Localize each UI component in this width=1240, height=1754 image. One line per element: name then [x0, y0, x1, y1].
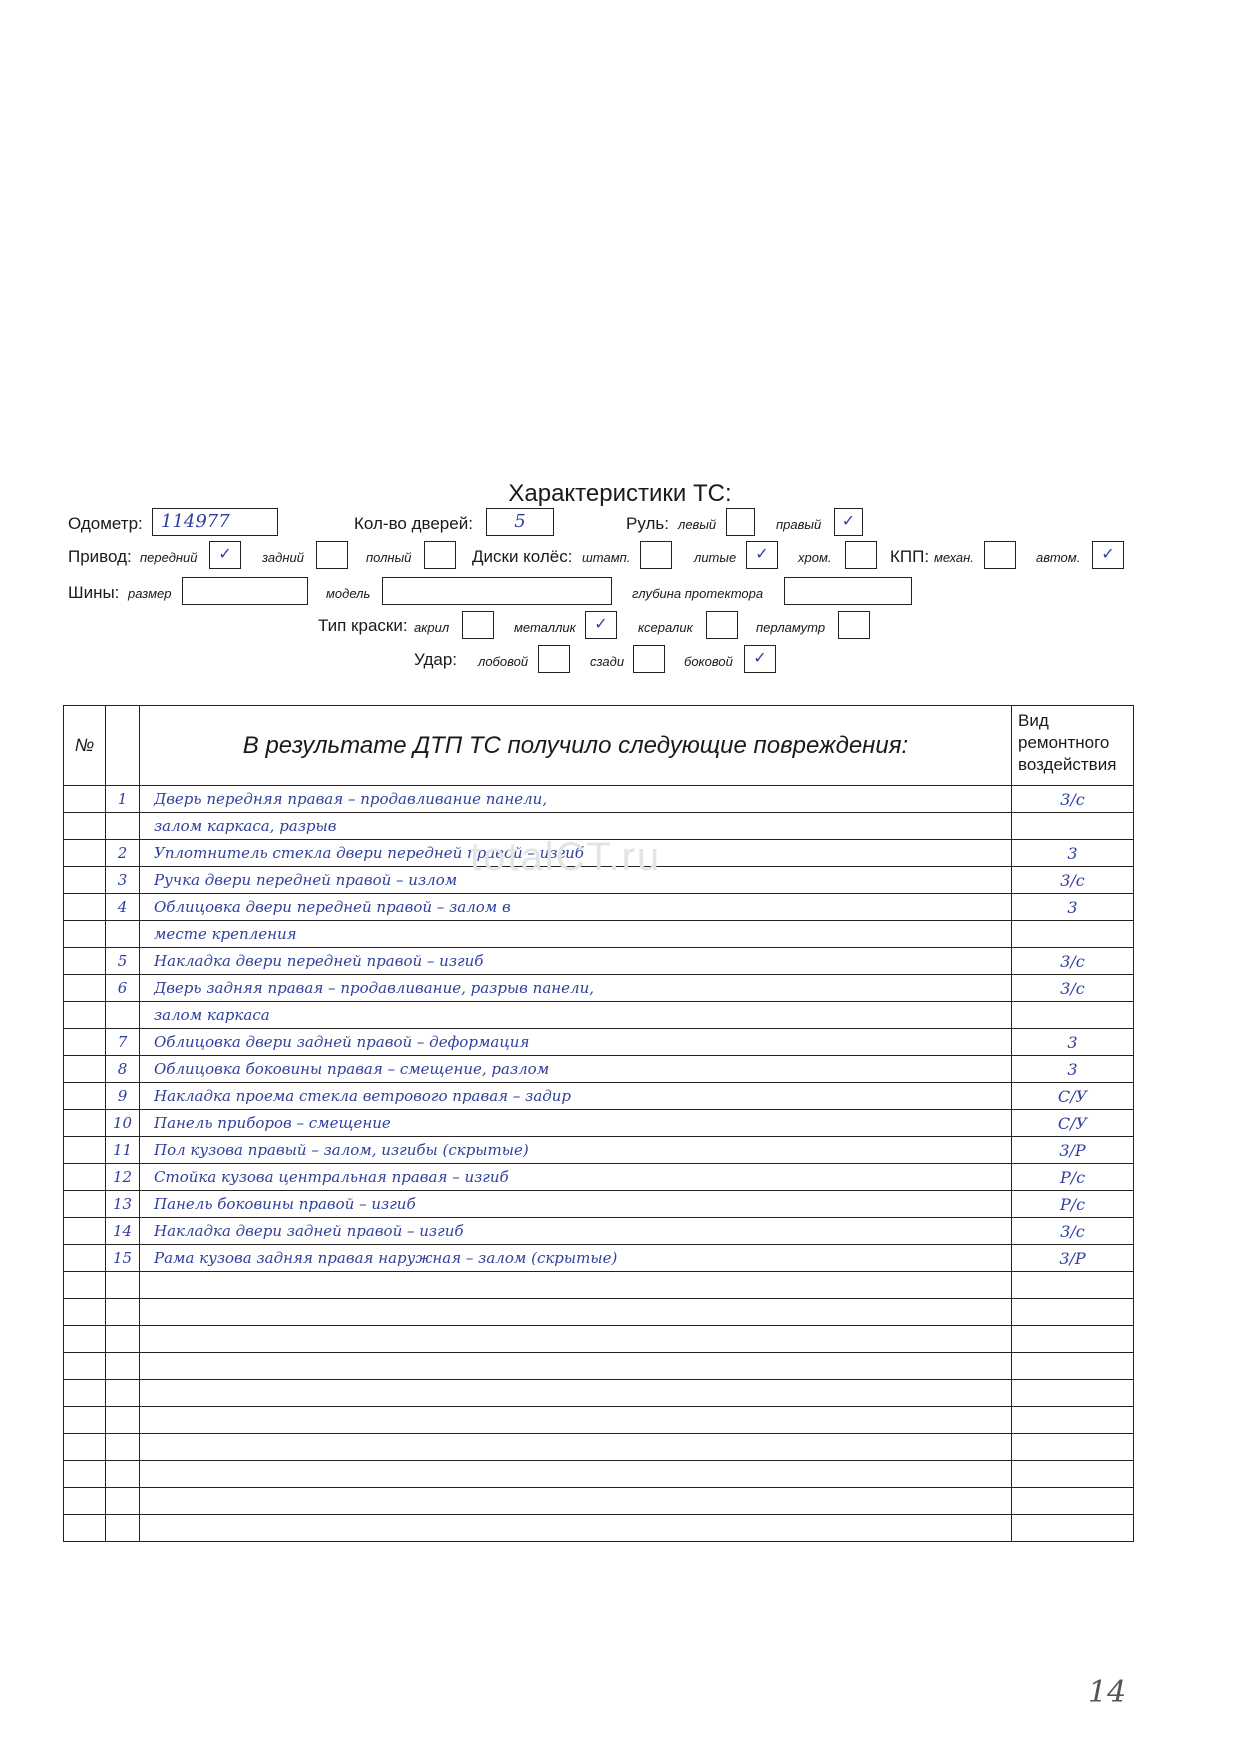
col-vid-line-1: Вид	[1018, 711, 1049, 730]
row-number: 9	[106, 1083, 140, 1110]
row-repair-type: P/c	[1012, 1164, 1134, 1191]
impact-front-label: лобовой	[478, 654, 529, 669]
tires-size-field[interactable]	[182, 577, 308, 605]
row-number	[106, 1002, 140, 1029]
table-row-empty	[64, 1515, 1134, 1542]
row-empty-cell	[64, 975, 106, 1002]
empty-cell	[106, 1488, 140, 1515]
col-damage-header: В результате ДТП ТС получило следующие повреждения:	[140, 706, 1012, 786]
row-empty-cell	[64, 1191, 106, 1218]
empty-cell	[1012, 1353, 1134, 1380]
row-repair-type: 3/P	[1012, 1245, 1134, 1272]
gearbox-auto-checkbox[interactable]: ✓	[1092, 541, 1124, 569]
row-repair-type: P/c	[1012, 1191, 1134, 1218]
col-vid-line-3: воздействия	[1018, 755, 1117, 774]
row-number	[106, 813, 140, 840]
drive-front-checkbox[interactable]: ✓	[209, 541, 241, 569]
table-row	[64, 1137, 1134, 1164]
paint-pearl-label: перламутр	[756, 620, 826, 635]
row-empty-cell	[64, 1083, 106, 1110]
empty-cell	[64, 1434, 106, 1461]
row-repair-type: 3/c	[1012, 1218, 1134, 1245]
row-empty-cell	[64, 786, 106, 813]
row-damage-text: Панель приборов – смещение	[140, 1110, 1012, 1137]
wheels-chrome-checkbox[interactable]	[845, 541, 877, 569]
empty-cell	[64, 1272, 106, 1299]
drive-full-checkbox[interactable]	[424, 541, 456, 569]
empty-cell	[140, 1407, 1012, 1434]
row-damage-text: Пол кузова правый – залом, изгибы (скрытые)	[140, 1137, 1012, 1164]
row-repair-type: 3/c	[1012, 867, 1134, 894]
table-row	[64, 1218, 1134, 1245]
gearbox-label: КПП:	[890, 547, 930, 566]
row-damage-text: месте крепления	[140, 921, 1012, 948]
row-empty-cell	[64, 1137, 106, 1164]
row-repair-type: С/У	[1012, 1110, 1134, 1137]
steering-right-checkbox[interactable]: ✓	[834, 508, 863, 536]
paint-label: Тип краски:	[318, 616, 408, 635]
empty-cell	[106, 1380, 140, 1407]
paint-acrylic-checkbox[interactable]	[462, 611, 494, 639]
row-empty-cell	[64, 1056, 106, 1083]
wheels-label: Диски колёс:	[472, 547, 573, 566]
empty-cell	[1012, 1407, 1134, 1434]
damage-table	[63, 705, 1134, 1542]
table-row	[64, 1164, 1134, 1191]
empty-cell	[140, 1461, 1012, 1488]
row-number: 3	[106, 867, 140, 894]
form-title: Характеристики ТС:	[508, 480, 732, 507]
col-repair-type-header	[1012, 706, 1134, 786]
empty-cell	[1012, 1461, 1134, 1488]
row-number: 10	[106, 1110, 140, 1137]
empty-cell	[64, 1488, 106, 1515]
row-damage-text: Накладка двери передней правой – изгиб	[140, 948, 1012, 975]
table-row	[64, 1002, 1134, 1029]
paint-metallic-checkbox[interactable]: ✓	[585, 611, 617, 639]
table-row-empty	[64, 1434, 1134, 1461]
table-row-empty	[64, 1407, 1134, 1434]
impact-side-label: боковой	[684, 654, 733, 669]
row-damage-text: Уплотнитель стекла двери передней правой – изгиб	[140, 840, 1012, 867]
impact-rear-checkbox[interactable]	[633, 645, 665, 673]
drive-front-label: передний	[140, 550, 198, 565]
wheels-chrome-label: хром.	[798, 550, 832, 565]
gearbox-manual-label: механ.	[934, 550, 974, 565]
row-damage-text: Накладка двери задней правой – изгиб	[140, 1218, 1012, 1245]
row-number	[106, 921, 140, 948]
empty-cell	[1012, 1515, 1134, 1542]
row-empty-cell	[64, 1110, 106, 1137]
table-row	[64, 948, 1134, 975]
row-number: 14	[106, 1218, 140, 1245]
table-row-empty	[64, 1461, 1134, 1488]
row-repair-type: 3/c	[1012, 975, 1134, 1002]
table-row-empty	[64, 1326, 1134, 1353]
row-number: 12	[106, 1164, 140, 1191]
empty-cell	[106, 1434, 140, 1461]
row-repair-type: 3	[1012, 1029, 1134, 1056]
table-row	[64, 1029, 1134, 1056]
empty-cell	[1012, 1326, 1134, 1353]
empty-cell	[64, 1380, 106, 1407]
table-row	[64, 1245, 1134, 1272]
row-number: 15	[106, 1245, 140, 1272]
row-empty-cell	[64, 1245, 106, 1272]
row-damage-text: Ручка двери передней правой – излом	[140, 867, 1012, 894]
row-damage-text: Стойка кузова центральная правая – изгиб	[140, 1164, 1012, 1191]
row-empty-cell	[64, 867, 106, 894]
table-row	[64, 975, 1134, 1002]
steering-left-checkbox[interactable]	[726, 508, 755, 536]
row-repair-type: 3	[1012, 894, 1134, 921]
steering-right-label: правый	[776, 517, 822, 532]
row-repair-type: 3/P	[1012, 1137, 1134, 1164]
empty-cell	[106, 1407, 140, 1434]
table-row	[64, 1083, 1134, 1110]
tires-tread-label: глубина протектора	[632, 586, 764, 601]
table-row-empty	[64, 1299, 1134, 1326]
empty-cell	[106, 1326, 140, 1353]
steering-left-label: левый	[678, 517, 717, 532]
row-damage-text: Дверь передняя правая – продавливание панели,	[140, 786, 1012, 813]
row-damage-text: Дверь задняя правая – продавливание, разрыв панели,	[140, 975, 1012, 1002]
row-empty-cell	[64, 1002, 106, 1029]
row-repair-type	[1012, 1002, 1134, 1029]
page-number: 14	[1088, 1675, 1127, 1710]
row-empty-cell	[64, 840, 106, 867]
row-repair-type: 3	[1012, 1056, 1134, 1083]
row-number: 6	[106, 975, 140, 1002]
row-empty-cell	[64, 894, 106, 921]
table-row	[64, 1056, 1134, 1083]
empty-cell	[64, 1461, 106, 1488]
tires-size-label: размер	[128, 586, 172, 601]
empty-cell	[106, 1299, 140, 1326]
wheels-alloy-label: литые	[694, 550, 737, 565]
empty-cell	[140, 1353, 1012, 1380]
row-damage-text: Рама кузова задняя правая наружная – залом (скрытые)	[140, 1245, 1012, 1272]
drive-rear-checkbox[interactable]	[316, 541, 348, 569]
row-number: 11	[106, 1137, 140, 1164]
wheels-stamped-label: штамп.	[582, 550, 631, 565]
row-damage-text: залом каркаса	[140, 1002, 1012, 1029]
odometer-label: Одометр:	[68, 514, 143, 533]
paint-metallic-label: металлик	[514, 620, 576, 635]
empty-cell	[1012, 1272, 1134, 1299]
row-empty-cell	[64, 921, 106, 948]
empty-cell	[64, 1326, 106, 1353]
row-empty-cell	[64, 1164, 106, 1191]
row-number: 1	[106, 786, 140, 813]
row-number: 2	[106, 840, 140, 867]
empty-cell	[1012, 1488, 1134, 1515]
empty-cell	[106, 1461, 140, 1488]
empty-cell	[140, 1299, 1012, 1326]
table-row	[64, 786, 1134, 813]
row-empty-cell	[64, 948, 106, 975]
row-damage-text: Облицовка боковины правая – смещение, разлом	[140, 1056, 1012, 1083]
col-index-header	[106, 706, 140, 786]
empty-cell	[1012, 1299, 1134, 1326]
row-repair-type: 3/c	[1012, 786, 1134, 813]
doors-label: Кол-во дверей:	[354, 514, 473, 533]
empty-cell	[64, 1407, 106, 1434]
table-row-empty	[64, 1488, 1134, 1515]
empty-cell	[140, 1380, 1012, 1407]
tires-tread-field[interactable]	[784, 577, 912, 605]
empty-cell	[106, 1353, 140, 1380]
empty-cell	[140, 1515, 1012, 1542]
table-row-empty	[64, 1353, 1134, 1380]
table-header-row	[64, 706, 1134, 786]
row-number: 4	[106, 894, 140, 921]
row-damage-text: Облицовка двери задней правой – деформация	[140, 1029, 1012, 1056]
row-empty-cell	[64, 813, 106, 840]
empty-cell	[64, 1299, 106, 1326]
empty-cell	[140, 1488, 1012, 1515]
row-repair-type	[1012, 921, 1134, 948]
paint-pearl-checkbox[interactable]	[838, 611, 870, 639]
row-repair-type	[1012, 813, 1134, 840]
table-row-empty	[64, 1380, 1134, 1407]
empty-cell	[106, 1515, 140, 1542]
row-damage-text: Накладка проема стекла ветрового правая – задир	[140, 1083, 1012, 1110]
empty-cell	[64, 1353, 106, 1380]
row-number: 13	[106, 1191, 140, 1218]
row-empty-cell	[64, 1029, 106, 1056]
gearbox-manual-checkbox[interactable]	[984, 541, 1016, 569]
empty-cell	[140, 1272, 1012, 1299]
table-row	[64, 1191, 1134, 1218]
drive-full-label: полный	[366, 550, 412, 565]
impact-side-checkbox[interactable]: ✓	[744, 645, 776, 673]
steering-label: Руль:	[626, 514, 669, 533]
row-number: 7	[106, 1029, 140, 1056]
table-row	[64, 894, 1134, 921]
row-repair-type: С/У	[1012, 1083, 1134, 1110]
table-row	[64, 921, 1134, 948]
gearbox-auto-label: автом.	[1036, 550, 1081, 565]
row-number: 5	[106, 948, 140, 975]
row-damage-text: залом каркаса, разрыв	[140, 813, 1012, 840]
paint-xirallic-checkbox[interactable]	[706, 611, 738, 639]
paint-xirallic-label: ксералик	[638, 620, 693, 635]
odometer-field[interactable]: 114977	[152, 508, 278, 536]
row-empty-cell	[64, 1218, 106, 1245]
empty-cell	[140, 1326, 1012, 1353]
impact-rear-label: сзади	[590, 654, 625, 669]
row-damage-text: Панель боковины правой – изгиб	[140, 1191, 1012, 1218]
col-vid-line-2: ремонтного	[1018, 733, 1110, 752]
watermark-text: totalCT.ru	[470, 835, 662, 879]
row-damage-text: Облицовка двери передней правой – залом в	[140, 894, 1012, 921]
doors-field[interactable]: 5	[486, 508, 554, 536]
col-no-header: №	[64, 706, 106, 786]
row-number: 8	[106, 1056, 140, 1083]
empty-cell	[64, 1515, 106, 1542]
tires-model-field[interactable]	[382, 577, 612, 605]
wheels-stamped-checkbox[interactable]	[640, 541, 672, 569]
drive-rear-label: задний	[262, 550, 304, 565]
row-repair-type: 3	[1012, 840, 1134, 867]
row-repair-type: 3/c	[1012, 948, 1134, 975]
wheels-alloy-checkbox[interactable]: ✓	[746, 541, 778, 569]
impact-front-checkbox[interactable]	[538, 645, 570, 673]
impact-label: Удар:	[414, 650, 458, 669]
table-row-empty	[64, 1272, 1134, 1299]
empty-cell	[140, 1434, 1012, 1461]
empty-cell	[1012, 1380, 1134, 1407]
table-row	[64, 1110, 1134, 1137]
paint-acrylic-label: акрил	[414, 620, 450, 635]
tires-model-label: модель	[326, 586, 371, 601]
empty-cell	[1012, 1434, 1134, 1461]
empty-cell	[106, 1272, 140, 1299]
drive-label: Привод:	[68, 547, 132, 566]
tires-label: Шины:	[68, 583, 120, 602]
